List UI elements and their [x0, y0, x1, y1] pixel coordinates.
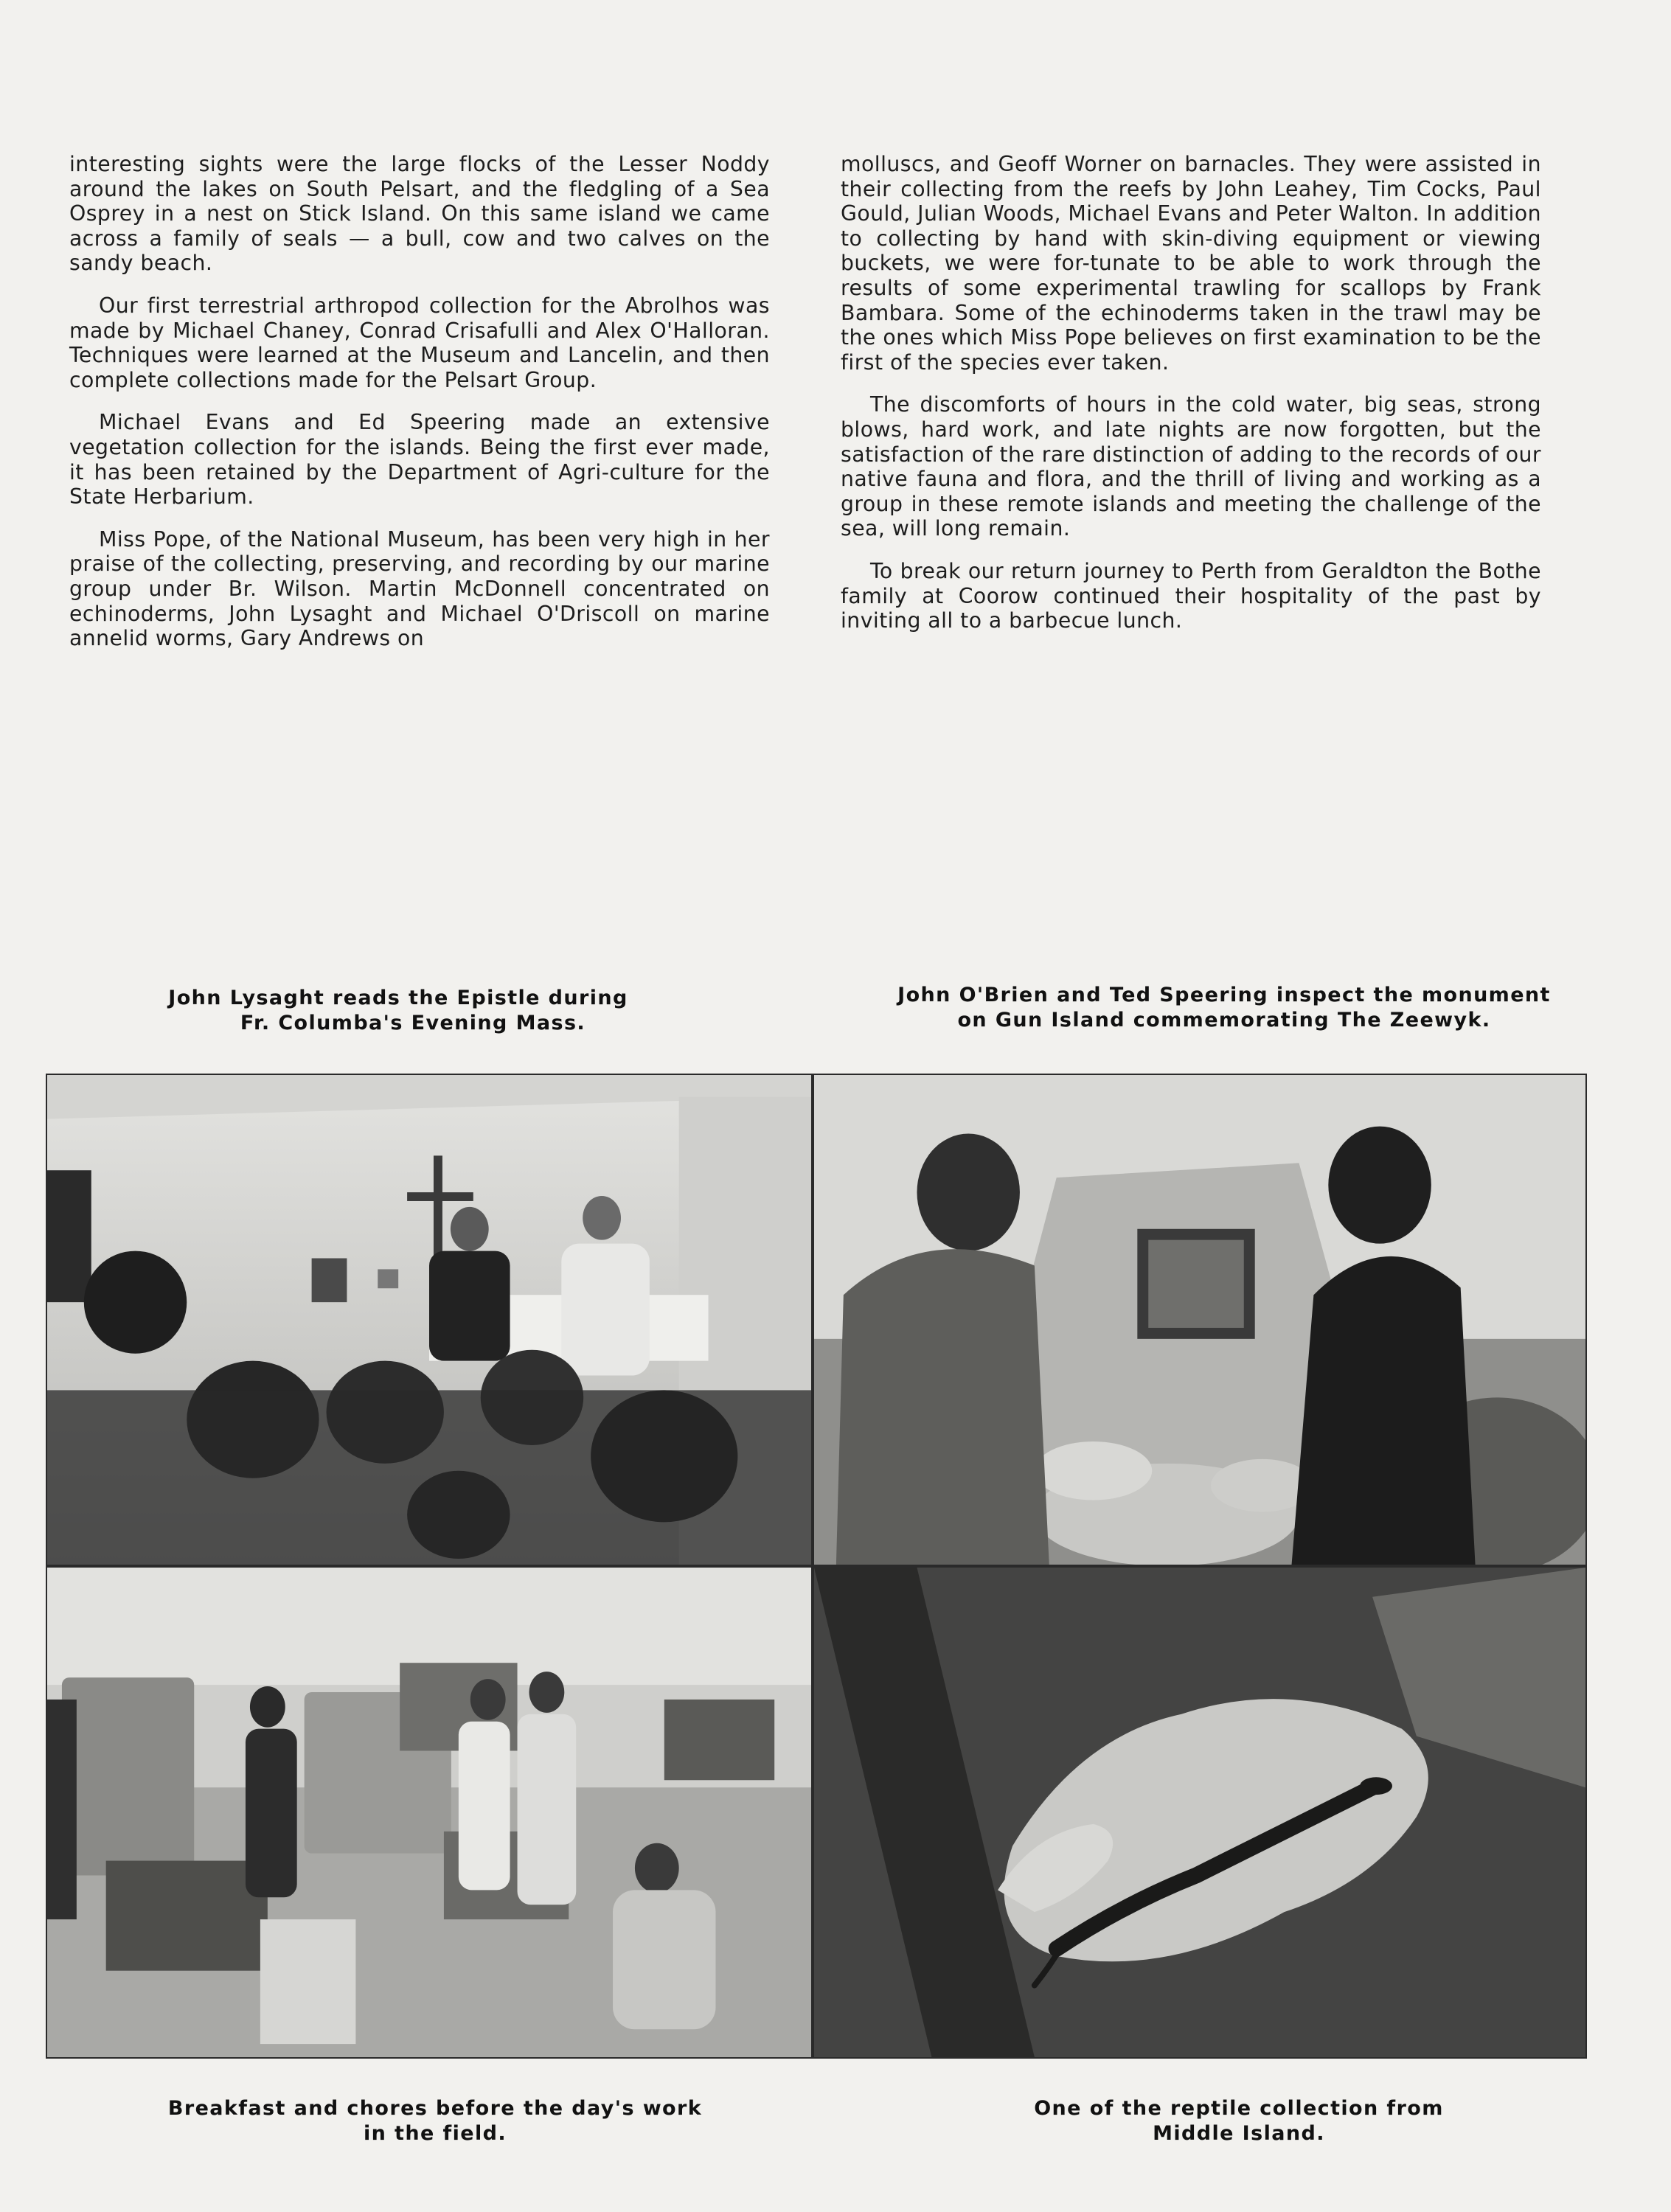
- caption-line: in the field.: [363, 2122, 507, 2145]
- article-column-right: [841, 152, 1541, 651]
- photo-gun-island-monument: [813, 1074, 1587, 1566]
- photo-evening-mass: [46, 1074, 813, 1566]
- caption-line: Breakfast and chores before the day's work: [167, 2097, 703, 2120]
- photo-caption-monument: [870, 983, 1578, 1033]
- photo-caption-mass: [147, 986, 649, 1036]
- caption-line: on Gun Island commemorating The Zeewyk.: [957, 1009, 1491, 1032]
- article-paragraph: The discomforts of hours in the cold water, big seas, strong blows, hard work, and late nights are now forgotten, but the satisfaction of the rare distinction of adding to the records of our native fauna and flora, and the thrill of living and working as a group in these remote islands and meeting the challenge of the sea, will long remain.: [841, 392, 1541, 541]
- article-paragraph: Our first terrestrial arthropod collection for the Abrolhos was made by Michael Chaney, Conrad Crisafulli and Alex O'Halloran. Techniques were learned at the Museum and Lancelin, and then complete collections made for the Pelsart Group.: [69, 293, 770, 392]
- article-paragraph: Michael Evans and Ed Speering made an extensive vegetation collection for the islands. Being the first ever made, it has been retained by the Department of Agri-culture for the State Herbarium.: [69, 410, 770, 509]
- article-paragraph: To break our return journey to Perth from Geraldton the Bothe family at Coorow continued their hospitality of the past by inviting all to a barbecue lunch.: [841, 558, 1541, 633]
- article-column-left: [69, 152, 770, 669]
- caption-line: John O'Brien and Ted Speering inspect the monument: [897, 984, 1551, 1006]
- article-paragraph: Miss Pope, of the National Museum, has been very high in her praise of the collecting, preserving, and recording by our marine group under Br. Wilson. Martin McDonnell concentrated on echinoderms, John Lysaght and Michael O'Driscoll on marine annelid worms, Gary Andrews on: [69, 526, 770, 651]
- photo-caption-reptile: [959, 2096, 1519, 2146]
- caption-line: One of the reptile collection from: [1034, 2097, 1444, 2120]
- caption-line: Middle Island.: [1153, 2122, 1325, 2145]
- article-paragraph: interesting sights were the large flocks of the Lesser Noddy around the lakes on South Pelsart, and the fledgling of a Sea Osprey in a nest on Stick Island. On this same island we came across a family of seals — a bull, cow and two calves on the sandy beach.: [69, 152, 770, 276]
- article-paragraph: molluscs, and Geoff Worner on barnacles. They were assisted in their collecting from the reefs by John Leahey, Tim Cocks, Paul Gould, Julian Woods, Michael Evans and Peter Walton. In addition to collecting by hand with skin-diving equipment or viewing buckets, we were for-tunate to be able to work through the results of some experimental trawling for scallops by Frank Bambara. Some of the echinoderms taken in the trawl may be the ones which Miss Pope believes on first examination to be the first of the species ever taken.: [841, 152, 1541, 375]
- photo-caption-breakfast: [147, 2096, 723, 2146]
- photo-breakfast-chores: [46, 1566, 813, 2059]
- caption-line: John Lysaght reads the Epistle during: [168, 987, 628, 1009]
- caption-line: Fr. Columba's Evening Mass.: [240, 1012, 586, 1034]
- photo-reptile-in-hand: [813, 1566, 1587, 2059]
